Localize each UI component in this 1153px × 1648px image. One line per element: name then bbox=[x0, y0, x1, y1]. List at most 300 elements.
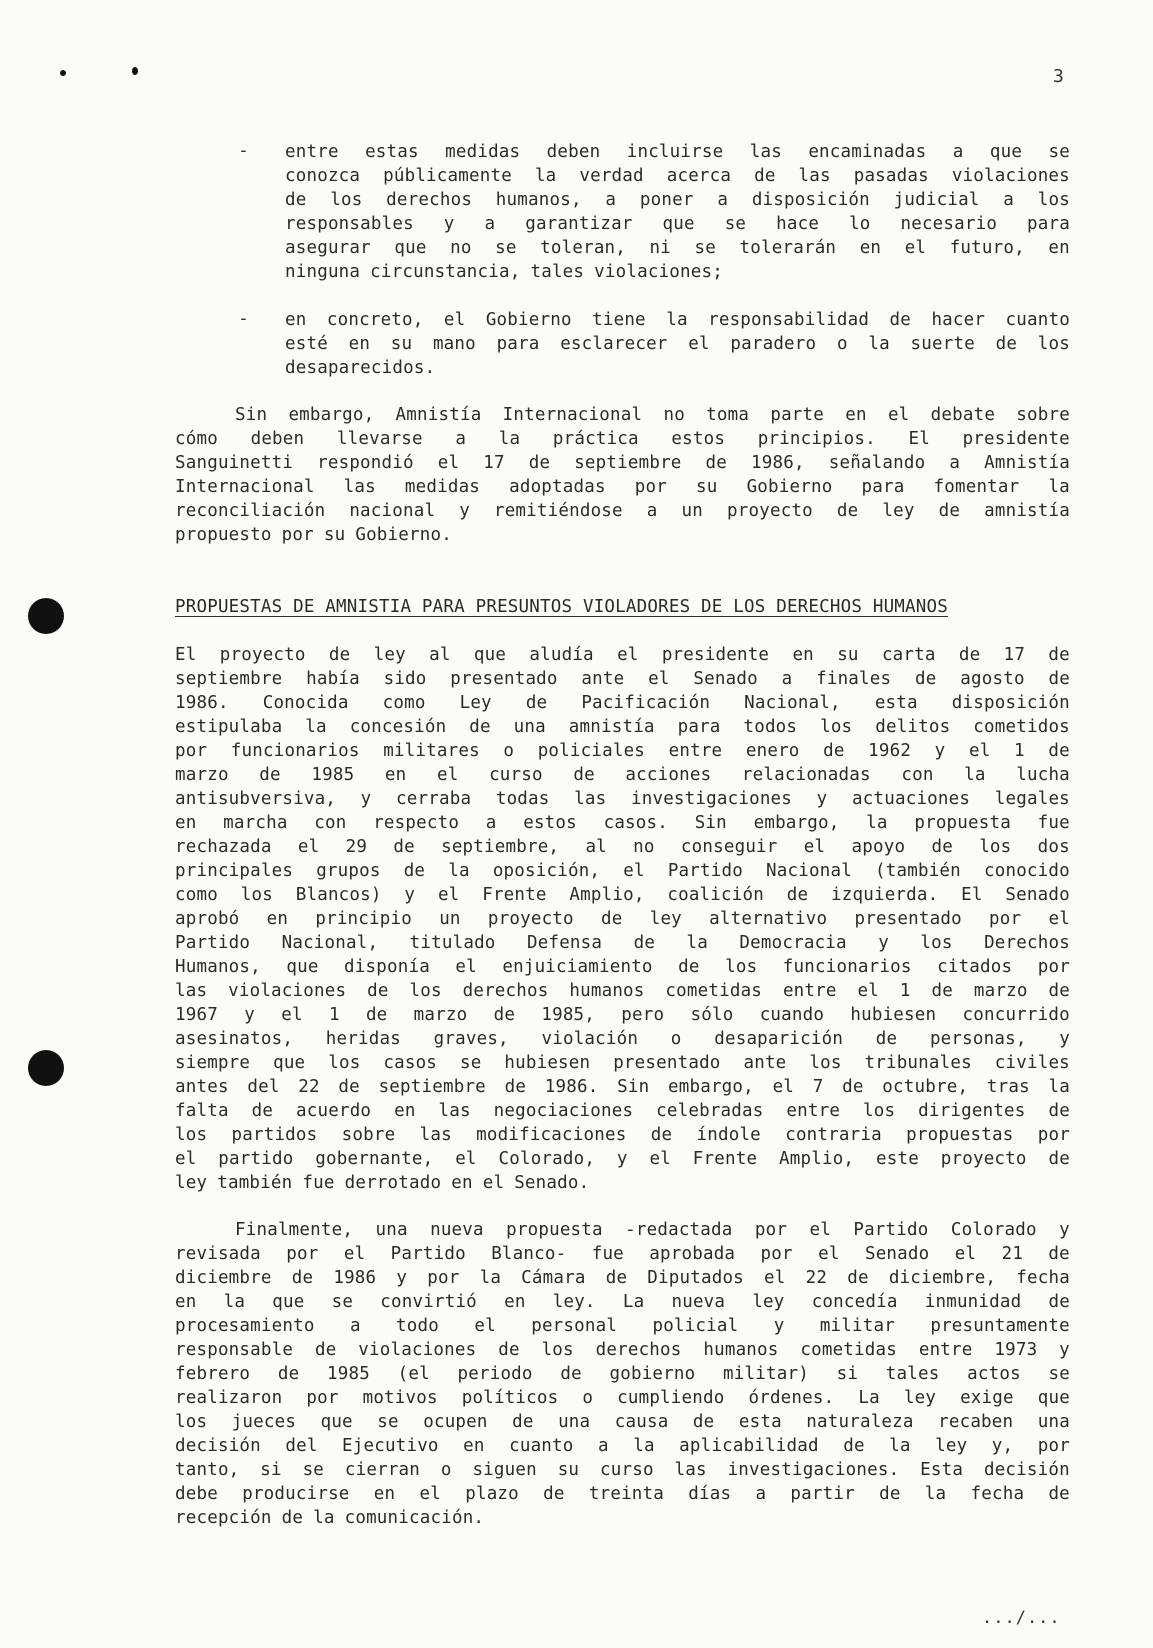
word: la bbox=[924, 1484, 947, 1504]
word: hace bbox=[776, 214, 820, 234]
word: el bbox=[764, 1268, 786, 1288]
word: concedía bbox=[811, 1292, 898, 1312]
word: agosto bbox=[960, 669, 1025, 689]
word: de bbox=[1048, 741, 1070, 761]
word: de bbox=[678, 957, 700, 977]
word: las bbox=[798, 166, 831, 186]
word: los bbox=[1037, 334, 1070, 354]
word: que bbox=[272, 1292, 305, 1312]
word: y bbox=[360, 789, 372, 809]
word: de bbox=[931, 981, 954, 1001]
text-line bbox=[175, 475, 1070, 499]
word: ante bbox=[581, 669, 625, 689]
word: Ejecutivo bbox=[342, 1436, 439, 1456]
word: dirigentes bbox=[918, 1101, 1026, 1121]
text-line bbox=[175, 739, 1070, 763]
word: de bbox=[1048, 981, 1070, 1001]
word: esta bbox=[874, 693, 918, 713]
word: de bbox=[1048, 669, 1070, 689]
word: de bbox=[938, 501, 961, 521]
word: suerte bbox=[910, 334, 975, 354]
word: Nacional, bbox=[744, 693, 841, 713]
word: de bbox=[573, 765, 595, 785]
word: Senado bbox=[693, 669, 758, 689]
word: asesinatos, bbox=[175, 1029, 294, 1049]
word: que bbox=[320, 1412, 353, 1432]
word: presentado bbox=[613, 1053, 721, 1073]
word: de bbox=[251, 1101, 274, 1121]
word: en bbox=[451, 1173, 473, 1193]
word: de bbox=[1048, 645, 1070, 665]
word: respondió bbox=[317, 453, 414, 473]
word: Partido bbox=[667, 861, 743, 881]
word: partido bbox=[218, 1149, 294, 1169]
word: el bbox=[1048, 909, 1070, 929]
word: legales bbox=[994, 789, 1070, 809]
word: septiembre bbox=[574, 453, 682, 473]
word: treinta bbox=[588, 1484, 665, 1504]
word: desaparecidos. bbox=[285, 358, 436, 378]
word: la bbox=[964, 765, 986, 785]
text-line bbox=[285, 236, 1070, 260]
word: de bbox=[291, 1268, 314, 1288]
word: actos bbox=[967, 1364, 1021, 1384]
word: de bbox=[633, 933, 656, 953]
word: conozca bbox=[285, 166, 361, 186]
word: de bbox=[958, 645, 981, 665]
word: su bbox=[696, 477, 718, 497]
word: entre bbox=[918, 1340, 973, 1360]
word: procesamiento bbox=[175, 1316, 315, 1336]
word: partidos bbox=[231, 1125, 318, 1145]
word: la bbox=[866, 813, 888, 833]
word: de bbox=[786, 885, 809, 905]
word: izquierda. bbox=[831, 885, 939, 905]
word: Amplio, bbox=[779, 1149, 855, 1169]
word: ante bbox=[743, 1053, 787, 1073]
word: plazo bbox=[465, 1484, 519, 1504]
word: o bbox=[582, 1388, 594, 1408]
word: Gobierno. bbox=[355, 525, 452, 545]
word: Nacional, bbox=[281, 933, 379, 953]
word: pasadas bbox=[853, 166, 929, 186]
text-line bbox=[175, 1051, 1070, 1075]
word: los bbox=[240, 885, 273, 905]
word: se bbox=[302, 1460, 325, 1480]
word: Defensa bbox=[526, 933, 603, 953]
text-line bbox=[175, 931, 1070, 955]
text-line bbox=[175, 1362, 1070, 1386]
word: que bbox=[662, 214, 695, 234]
word: de bbox=[285, 190, 307, 210]
word: revisada bbox=[175, 1244, 261, 1264]
text-line bbox=[175, 1123, 1070, 1147]
word: en bbox=[463, 1436, 485, 1456]
word: fue bbox=[1037, 813, 1070, 833]
word: necesario bbox=[900, 214, 998, 234]
word: febrero bbox=[175, 1364, 251, 1384]
word: índole bbox=[696, 1125, 761, 1145]
text-line bbox=[175, 1027, 1070, 1051]
word: futuro, bbox=[949, 238, 1025, 258]
word: de bbox=[367, 981, 389, 1001]
word: Nacional bbox=[766, 861, 852, 881]
word: o bbox=[836, 334, 848, 354]
text-line bbox=[175, 979, 1070, 1003]
word: 22 bbox=[298, 1077, 320, 1097]
word: todo bbox=[396, 1316, 439, 1336]
word: (el bbox=[397, 1364, 430, 1384]
word: el bbox=[474, 1316, 496, 1336]
word: La bbox=[858, 1388, 880, 1408]
word: el bbox=[857, 981, 879, 1001]
word: disposición bbox=[951, 693, 1070, 713]
word: Frente bbox=[692, 1149, 758, 1169]
word: el bbox=[954, 1244, 977, 1264]
word: entre bbox=[285, 142, 339, 162]
word: y bbox=[934, 741, 946, 761]
word: en bbox=[266, 909, 289, 929]
word: carta bbox=[881, 645, 936, 665]
text-line bbox=[285, 164, 1070, 188]
text-line bbox=[175, 427, 1070, 451]
word: deben bbox=[546, 142, 601, 162]
word: gobierno bbox=[609, 1364, 696, 1384]
word: se bbox=[1048, 1364, 1070, 1384]
word: amnistía bbox=[984, 501, 1070, 521]
word: de bbox=[847, 1268, 869, 1288]
word: de bbox=[836, 501, 859, 521]
word: marcha bbox=[223, 813, 288, 833]
word: se bbox=[694, 238, 717, 258]
word: deben bbox=[250, 429, 305, 449]
text-line bbox=[235, 403, 1070, 427]
word: Conocida bbox=[262, 693, 349, 713]
word: heridas bbox=[325, 1029, 401, 1049]
word: la bbox=[223, 1292, 246, 1312]
word: de bbox=[705, 453, 728, 473]
word: aludía bbox=[529, 645, 594, 665]
word: esclarecer bbox=[560, 334, 668, 354]
word: los bbox=[541, 1340, 574, 1360]
word: antisubversiva, bbox=[175, 789, 337, 809]
word: falta bbox=[175, 1101, 229, 1121]
word: concreto, bbox=[326, 310, 424, 330]
word: se bbox=[724, 214, 747, 234]
word: el bbox=[343, 1244, 366, 1264]
word: cierran bbox=[344, 1460, 421, 1480]
word: la bbox=[666, 310, 688, 330]
word: proyecto bbox=[940, 1149, 1027, 1169]
word: 1 bbox=[899, 981, 911, 1001]
text-line bbox=[175, 1266, 1070, 1290]
word: decisión bbox=[983, 1460, 1070, 1480]
word: y bbox=[773, 1316, 785, 1336]
word: de bbox=[365, 1005, 388, 1025]
word: de bbox=[314, 1340, 337, 1360]
word: en bbox=[845, 405, 867, 425]
word: de bbox=[1048, 1484, 1070, 1504]
word: octubre, bbox=[882, 1077, 969, 1097]
word: Colorado bbox=[950, 1220, 1037, 1240]
word: también bbox=[217, 1173, 293, 1193]
word: de bbox=[650, 1125, 673, 1145]
text-line bbox=[175, 1458, 1070, 1482]
word: en bbox=[859, 238, 882, 258]
word: cómo bbox=[175, 429, 218, 449]
word: y bbox=[244, 1005, 255, 1025]
word: por bbox=[306, 1388, 339, 1408]
word: del bbox=[247, 1077, 280, 1097]
word: 1 bbox=[328, 1005, 340, 1025]
word: Internacional bbox=[502, 405, 643, 425]
word: fecha bbox=[970, 1484, 1025, 1504]
word: en bbox=[792, 645, 814, 665]
word: de bbox=[915, 669, 937, 689]
word: se bbox=[331, 1292, 354, 1312]
word: Esta bbox=[920, 1460, 964, 1480]
word: los bbox=[330, 190, 363, 210]
word: que bbox=[394, 238, 427, 258]
word: funcionarios bbox=[230, 741, 360, 761]
word: como bbox=[175, 885, 218, 905]
word: estas bbox=[365, 142, 419, 162]
word: El bbox=[908, 429, 930, 449]
word: señalando bbox=[828, 453, 926, 473]
word: Partido bbox=[175, 933, 251, 953]
word: titulado bbox=[409, 933, 496, 953]
word: y bbox=[1059, 1029, 1070, 1049]
word: Democracia bbox=[739, 933, 847, 953]
word: el bbox=[455, 957, 477, 977]
word: jueces bbox=[231, 1412, 297, 1432]
word: 1 bbox=[1014, 741, 1025, 761]
word: debate bbox=[930, 405, 996, 425]
word: de bbox=[754, 166, 776, 186]
word: Sin bbox=[617, 1077, 650, 1097]
word: que bbox=[473, 645, 507, 665]
word: 1967 bbox=[175, 1005, 218, 1025]
word: militares bbox=[383, 741, 480, 761]
word: responsabilidad bbox=[708, 310, 870, 330]
word: a bbox=[484, 214, 496, 234]
word: Sanguinetti bbox=[175, 453, 294, 473]
word: por bbox=[175, 741, 208, 761]
text-line bbox=[175, 1434, 1070, 1458]
word: principios. bbox=[757, 429, 876, 449]
word: sido bbox=[383, 669, 427, 689]
word: de bbox=[277, 1364, 300, 1384]
text-line bbox=[175, 1290, 1070, 1314]
word: curso bbox=[489, 765, 543, 785]
word: con bbox=[901, 765, 934, 785]
word: Colorado, bbox=[498, 1149, 596, 1169]
word: casos. bbox=[603, 813, 668, 833]
word: o bbox=[440, 1460, 452, 1480]
word: por bbox=[427, 1268, 460, 1288]
word: naturaleza bbox=[806, 1412, 914, 1432]
word: había bbox=[306, 669, 360, 689]
word: no bbox=[633, 837, 655, 857]
word: principales bbox=[175, 861, 294, 881]
word: del bbox=[285, 1436, 318, 1456]
word: el bbox=[649, 1149, 671, 1169]
word: de bbox=[338, 1077, 360, 1097]
word: conseguir bbox=[680, 837, 778, 857]
word: convirtió bbox=[380, 1292, 477, 1312]
word: 1986. bbox=[175, 693, 229, 713]
word: fue bbox=[591, 1244, 624, 1264]
word: las bbox=[574, 789, 607, 809]
word: Sin bbox=[235, 405, 268, 425]
word: se bbox=[377, 1412, 399, 1432]
word: 22 bbox=[805, 1268, 828, 1288]
word: a bbox=[455, 429, 467, 449]
word: de bbox=[393, 837, 415, 857]
word: cerraba bbox=[396, 789, 472, 809]
word: acerca bbox=[666, 166, 732, 186]
word: proyecto bbox=[219, 645, 306, 665]
word: violaciones bbox=[358, 1340, 477, 1360]
text-line bbox=[175, 763, 1070, 787]
word: producirse bbox=[242, 1484, 350, 1504]
word: en bbox=[373, 1484, 396, 1504]
word: derechos bbox=[462, 981, 549, 1001]
word: presidente bbox=[962, 429, 1070, 449]
word: el bbox=[443, 310, 466, 330]
word: los bbox=[820, 717, 853, 737]
word: tras bbox=[986, 1077, 1030, 1097]
word: un bbox=[439, 909, 461, 929]
word: militar bbox=[819, 1316, 895, 1336]
word: cuanto bbox=[1005, 310, 1070, 330]
text-line bbox=[175, 907, 1070, 931]
section-heading: PROPUESTAS DE AMNISTIA PARA PRESUNTOS VIOLADORES DE LOS DERECHOS HUMANOS bbox=[175, 597, 948, 617]
word: los bbox=[328, 1053, 361, 1073]
word: las bbox=[175, 981, 208, 1001]
word: su bbox=[557, 1460, 580, 1480]
word: por bbox=[281, 525, 314, 545]
word: y bbox=[404, 885, 416, 905]
word: acciones bbox=[625, 765, 712, 785]
word: 17 bbox=[1003, 645, 1026, 665]
word: de bbox=[931, 837, 953, 857]
word: paradero bbox=[730, 334, 817, 354]
word: derechos bbox=[595, 1340, 682, 1360]
word: propuestas bbox=[906, 1125, 1014, 1145]
word: enjuiciamiento bbox=[502, 957, 653, 977]
word: de bbox=[601, 909, 623, 929]
word: políticos bbox=[461, 1388, 559, 1408]
word: y bbox=[459, 501, 470, 521]
word: de bbox=[889, 310, 912, 330]
word: y bbox=[616, 1149, 628, 1169]
word: o bbox=[670, 1029, 682, 1049]
word: periodo bbox=[457, 1364, 533, 1384]
word: de bbox=[842, 1077, 864, 1097]
text-line bbox=[175, 883, 1070, 907]
word: las bbox=[749, 142, 782, 162]
word: delitos bbox=[875, 717, 951, 737]
word: Gobierno bbox=[746, 477, 833, 497]
word: Partido bbox=[390, 1244, 466, 1264]
word: si bbox=[260, 1460, 282, 1480]
word: la bbox=[1048, 1077, 1070, 1097]
word: aplicabilidad bbox=[679, 1436, 819, 1456]
word: embargo, bbox=[288, 405, 375, 425]
word: 1986 bbox=[333, 1268, 377, 1288]
word: y bbox=[816, 789, 828, 809]
word: acuerdo bbox=[296, 1101, 372, 1121]
text-line bbox=[175, 859, 1070, 883]
word: grupos bbox=[316, 861, 381, 881]
word: que bbox=[989, 142, 1023, 162]
word: Blanco- bbox=[491, 1244, 567, 1264]
word: lucha bbox=[1016, 765, 1070, 785]
word: por bbox=[989, 909, 1022, 929]
word: este bbox=[875, 1149, 919, 1169]
word: nueva bbox=[430, 1220, 484, 1240]
text-line bbox=[175, 1314, 1070, 1338]
word: cometidos bbox=[973, 717, 1070, 737]
word: responsables bbox=[285, 214, 414, 234]
text-line bbox=[175, 499, 1070, 523]
text-line bbox=[175, 691, 1070, 715]
text-line bbox=[285, 260, 1070, 284]
word: humanos, bbox=[495, 190, 582, 210]
word: ley bbox=[373, 645, 406, 665]
word: en bbox=[504, 1292, 526, 1312]
word: a bbox=[485, 813, 497, 833]
word: para bbox=[861, 477, 905, 497]
word: antes bbox=[175, 1077, 229, 1097]
word: de bbox=[403, 861, 426, 881]
word: encaminadas bbox=[808, 142, 927, 162]
word: estos bbox=[523, 813, 577, 833]
word: de bbox=[259, 765, 281, 785]
word: a bbox=[605, 190, 617, 210]
word: de bbox=[498, 1340, 520, 1360]
word: gobernante, bbox=[315, 1149, 434, 1169]
word: actuaciones bbox=[852, 789, 971, 809]
word: las bbox=[419, 1125, 452, 1145]
word: investigaciones. bbox=[727, 1460, 900, 1480]
word: civiles bbox=[994, 1053, 1070, 1073]
word: el bbox=[623, 861, 645, 881]
word: órdenes. bbox=[748, 1388, 835, 1408]
word: al bbox=[429, 645, 451, 665]
word: el bbox=[772, 1077, 795, 1097]
punch-hole bbox=[28, 598, 64, 634]
word: aprobó bbox=[175, 909, 240, 929]
word: en bbox=[175, 1292, 197, 1312]
word: alternativo bbox=[709, 909, 828, 929]
word: el bbox=[968, 741, 991, 761]
word: 1985 bbox=[311, 765, 355, 785]
word: siempre bbox=[175, 1053, 251, 1073]
word: se bbox=[1048, 142, 1070, 162]
word: estipulaba bbox=[175, 717, 283, 737]
word: sobre bbox=[341, 1125, 396, 1145]
word: diciembre bbox=[175, 1268, 272, 1288]
word: ocupen bbox=[423, 1412, 488, 1432]
word: Sin bbox=[694, 813, 727, 833]
word: negociaciones bbox=[493, 1101, 634, 1121]
word: 1986. bbox=[544, 1077, 599, 1097]
word: por bbox=[1037, 1436, 1070, 1456]
word: de bbox=[281, 1508, 304, 1528]
text-line bbox=[285, 356, 1070, 380]
